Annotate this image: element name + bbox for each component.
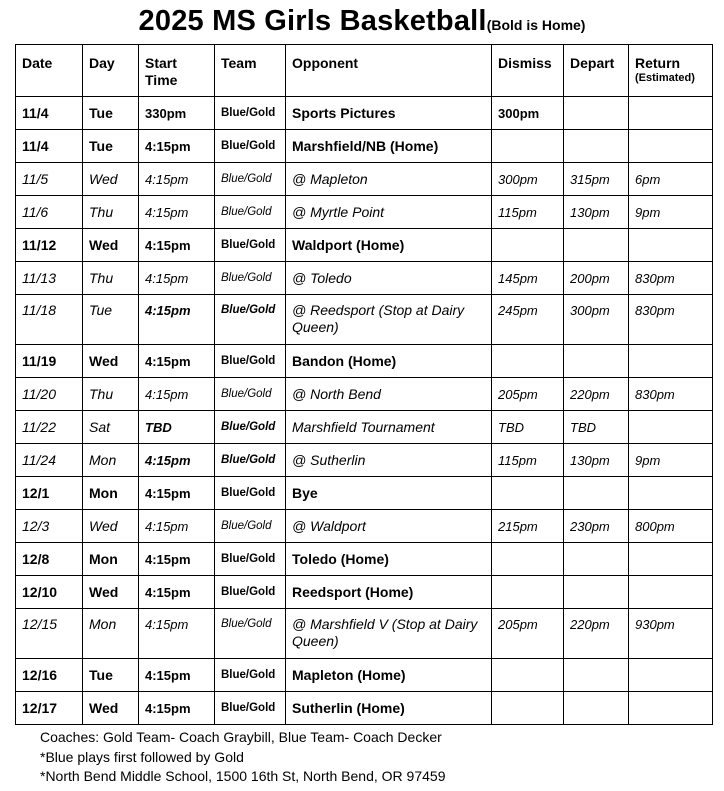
cell-start-time: 4:15pm	[139, 510, 215, 543]
cell-day: Wed	[83, 345, 139, 378]
table-row	[16, 163, 713, 196]
footnotes	[40, 728, 445, 787]
cell-depart	[564, 229, 629, 262]
cell-opponent: @ Toledo	[286, 262, 492, 295]
cell-start-time: 4:15pm	[139, 659, 215, 692]
cell-day: Wed	[83, 229, 139, 262]
cell-start-time: 4:15pm	[139, 543, 215, 576]
header-return-note: (Estimated)	[635, 72, 695, 84]
cell-date: 12/16	[16, 659, 83, 692]
table-row	[16, 477, 713, 510]
cell-dismiss: 115pm	[492, 444, 564, 477]
cell-dismiss	[492, 543, 564, 576]
cell-start-time: 4:15pm	[139, 576, 215, 609]
cell-dismiss	[492, 229, 564, 262]
cell-opponent: @ Sutherlin	[286, 444, 492, 477]
cell-return: 930pm	[629, 609, 713, 659]
table-row	[16, 543, 713, 576]
cell-return: 9pm	[629, 196, 713, 229]
page-header	[0, 5, 724, 38]
table-row	[16, 378, 713, 411]
cell-return: 830pm	[629, 295, 713, 345]
table-row	[16, 510, 713, 543]
table-row	[16, 411, 713, 444]
cell-start-time: 4:15pm	[139, 692, 215, 725]
cell-dismiss: 145pm	[492, 262, 564, 295]
cell-depart: 130pm	[564, 196, 629, 229]
cell-return	[629, 576, 713, 609]
cell-depart: 200pm	[564, 262, 629, 295]
cell-date: 12/3	[16, 510, 83, 543]
cell-date: 11/18	[16, 295, 83, 345]
cell-date: 12/17	[16, 692, 83, 725]
cell-team: Blue/Gold	[215, 130, 286, 163]
cell-opponent: @ North Bend	[286, 378, 492, 411]
table-row	[16, 692, 713, 725]
coaches-note: Coaches: Gold Team- Coach Graybill, Blue Team- Coach Decker	[40, 729, 442, 745]
cell-start-time: 4:15pm	[139, 609, 215, 659]
cell-date: 11/12	[16, 229, 83, 262]
cell-dismiss	[492, 576, 564, 609]
cell-day: Wed	[83, 692, 139, 725]
table-row	[16, 262, 713, 295]
cell-day: Thu	[83, 196, 139, 229]
cell-day: Tue	[83, 659, 139, 692]
cell-date: 11/6	[16, 196, 83, 229]
cell-return	[629, 229, 713, 262]
cell-opponent: @ Myrtle Point	[286, 196, 492, 229]
cell-day: Tue	[83, 97, 139, 130]
cell-opponent: Sutherlin (Home)	[286, 692, 492, 725]
cell-date: 11/22	[16, 411, 83, 444]
cell-day: Tue	[83, 295, 139, 345]
cell-dismiss	[492, 345, 564, 378]
cell-start-time: 4:15pm	[139, 444, 215, 477]
cell-return	[629, 477, 713, 510]
cell-start-time: 4:15pm	[139, 295, 215, 345]
cell-return: 6pm	[629, 163, 713, 196]
cell-start-time: 4:15pm	[139, 378, 215, 411]
cell-opponent: @ Reedsport (Stop at Dairy Queen)	[286, 295, 492, 345]
cell-return	[629, 543, 713, 576]
cell-return: 830pm	[629, 378, 713, 411]
cell-return	[629, 130, 713, 163]
table-row	[16, 196, 713, 229]
cell-start-time: 4:15pm	[139, 130, 215, 163]
cell-dismiss	[492, 692, 564, 725]
cell-team: Blue/Gold	[215, 378, 286, 411]
cell-dismiss	[492, 130, 564, 163]
cell-depart	[564, 576, 629, 609]
cell-day: Wed	[83, 576, 139, 609]
table-row	[16, 97, 713, 130]
cell-depart: TBD	[564, 411, 629, 444]
cell-depart: 300pm	[564, 295, 629, 345]
cell-start-time: 4:15pm	[139, 196, 215, 229]
cell-opponent: Marshfield/NB (Home)	[286, 130, 492, 163]
cell-start-time: 4:15pm	[139, 345, 215, 378]
cell-dismiss: 115pm	[492, 196, 564, 229]
cell-day: Mon	[83, 543, 139, 576]
header-start-time: Start Time	[139, 45, 215, 97]
cell-return: 800pm	[629, 510, 713, 543]
cell-team: Blue/Gold	[215, 576, 286, 609]
cell-opponent: Reedsport (Home)	[286, 576, 492, 609]
header-day: Day	[83, 45, 139, 97]
cell-day: Thu	[83, 262, 139, 295]
cell-day: Mon	[83, 477, 139, 510]
cell-start-time: TBD	[139, 411, 215, 444]
cell-return: 830pm	[629, 262, 713, 295]
cell-depart: 230pm	[564, 510, 629, 543]
cell-depart: 220pm	[564, 609, 629, 659]
cell-return	[629, 97, 713, 130]
cell-team: Blue/Gold	[215, 163, 286, 196]
table-row	[16, 609, 713, 659]
cell-dismiss: 205pm	[492, 609, 564, 659]
cell-day: Mon	[83, 609, 139, 659]
cell-depart	[564, 477, 629, 510]
cell-start-time: 4:15pm	[139, 229, 215, 262]
cell-date: 11/5	[16, 163, 83, 196]
cell-opponent: Toledo (Home)	[286, 543, 492, 576]
cell-opponent: Sports Pictures	[286, 97, 492, 130]
cell-depart	[564, 543, 629, 576]
cell-depart: 130pm	[564, 444, 629, 477]
cell-date: 11/4	[16, 130, 83, 163]
schedule-table	[15, 44, 713, 725]
header-team: Team	[215, 45, 286, 97]
cell-date: 11/13	[16, 262, 83, 295]
header-date: Date	[16, 45, 83, 97]
cell-depart: 220pm	[564, 378, 629, 411]
cell-team: Blue/Gold	[215, 692, 286, 725]
cell-date: 12/10	[16, 576, 83, 609]
cell-team: Blue/Gold	[215, 229, 286, 262]
page-title: 2025 MS Girls Basketball	[138, 5, 487, 37]
cell-team: Blue/Gold	[215, 411, 286, 444]
cell-dismiss	[492, 659, 564, 692]
cell-team: Blue/Gold	[215, 609, 286, 659]
cell-team: Blue/Gold	[215, 510, 286, 543]
cell-team: Blue/Gold	[215, 543, 286, 576]
cell-start-time: 4:15pm	[139, 262, 215, 295]
cell-date: 12/1	[16, 477, 83, 510]
cell-team: Blue/Gold	[215, 196, 286, 229]
cell-dismiss: 300pm	[492, 163, 564, 196]
cell-day: Mon	[83, 444, 139, 477]
location-note: *North Bend Middle School, 1500 16th St, North Bend, OR 97459	[40, 768, 446, 784]
cell-opponent: Mapleton (Home)	[286, 659, 492, 692]
header-return	[629, 45, 713, 97]
cell-depart	[564, 97, 629, 130]
cell-dismiss: 300pm	[492, 97, 564, 130]
cell-day: Wed	[83, 163, 139, 196]
play-order-note: *Blue plays first followed by Gold	[40, 748, 244, 765]
cell-opponent: Bandon (Home)	[286, 345, 492, 378]
cell-return	[629, 692, 713, 725]
cell-date: 11/4	[16, 97, 83, 130]
cell-opponent: @ Marshfield V (Stop at Dairy Queen)	[286, 609, 492, 659]
cell-depart	[564, 692, 629, 725]
table-row	[16, 345, 713, 378]
cell-opponent: Bye	[286, 477, 492, 510]
header-depart: Depart	[564, 45, 629, 97]
cell-dismiss: 245pm	[492, 295, 564, 345]
cell-start-time: 4:15pm	[139, 477, 215, 510]
cell-return	[629, 659, 713, 692]
cell-date: 11/24	[16, 444, 83, 477]
header-return-label: Return	[635, 55, 681, 71]
cell-depart	[564, 345, 629, 378]
cell-day: Sat	[83, 411, 139, 444]
cell-team: Blue/Gold	[215, 97, 286, 130]
cell-opponent: Waldport (Home)	[286, 229, 492, 262]
cell-return: 9pm	[629, 444, 713, 477]
cell-date: 12/15	[16, 609, 83, 659]
header-opponent: Opponent	[286, 45, 492, 97]
cell-date: 11/20	[16, 378, 83, 411]
cell-return	[629, 411, 713, 444]
cell-day: Tue	[83, 130, 139, 163]
cell-dismiss: 205pm	[492, 378, 564, 411]
cell-team: Blue/Gold	[215, 444, 286, 477]
cell-team: Blue/Gold	[215, 295, 286, 345]
table-header-row	[16, 45, 713, 97]
table-row	[16, 659, 713, 692]
cell-day: Thu	[83, 378, 139, 411]
cell-date: 11/19	[16, 345, 83, 378]
cell-return	[629, 345, 713, 378]
cell-depart	[564, 130, 629, 163]
table-row	[16, 444, 713, 477]
cell-team: Blue/Gold	[215, 659, 286, 692]
cell-opponent: @ Mapleton	[286, 163, 492, 196]
cell-dismiss	[492, 477, 564, 510]
cell-dismiss: TBD	[492, 411, 564, 444]
cell-start-time: 330pm	[139, 97, 215, 130]
cell-team: Blue/Gold	[215, 262, 286, 295]
title-note: (Bold is Home)	[486, 17, 586, 33]
cell-team: Blue/Gold	[215, 477, 286, 510]
cell-start-time: 4:15pm	[139, 163, 215, 196]
table-row	[16, 130, 713, 163]
cell-date: 12/8	[16, 543, 83, 576]
table-row	[16, 295, 713, 345]
table-row	[16, 229, 713, 262]
cell-depart	[564, 659, 629, 692]
cell-dismiss: 215pm	[492, 510, 564, 543]
cell-opponent: @ Waldport	[286, 510, 492, 543]
cell-day: Wed	[83, 510, 139, 543]
header-dismiss: Dismiss	[492, 45, 564, 97]
cell-team: Blue/Gold	[215, 345, 286, 378]
cell-depart: 315pm	[564, 163, 629, 196]
table-row	[16, 576, 713, 609]
cell-opponent: Marshfield Tournament	[286, 411, 492, 444]
